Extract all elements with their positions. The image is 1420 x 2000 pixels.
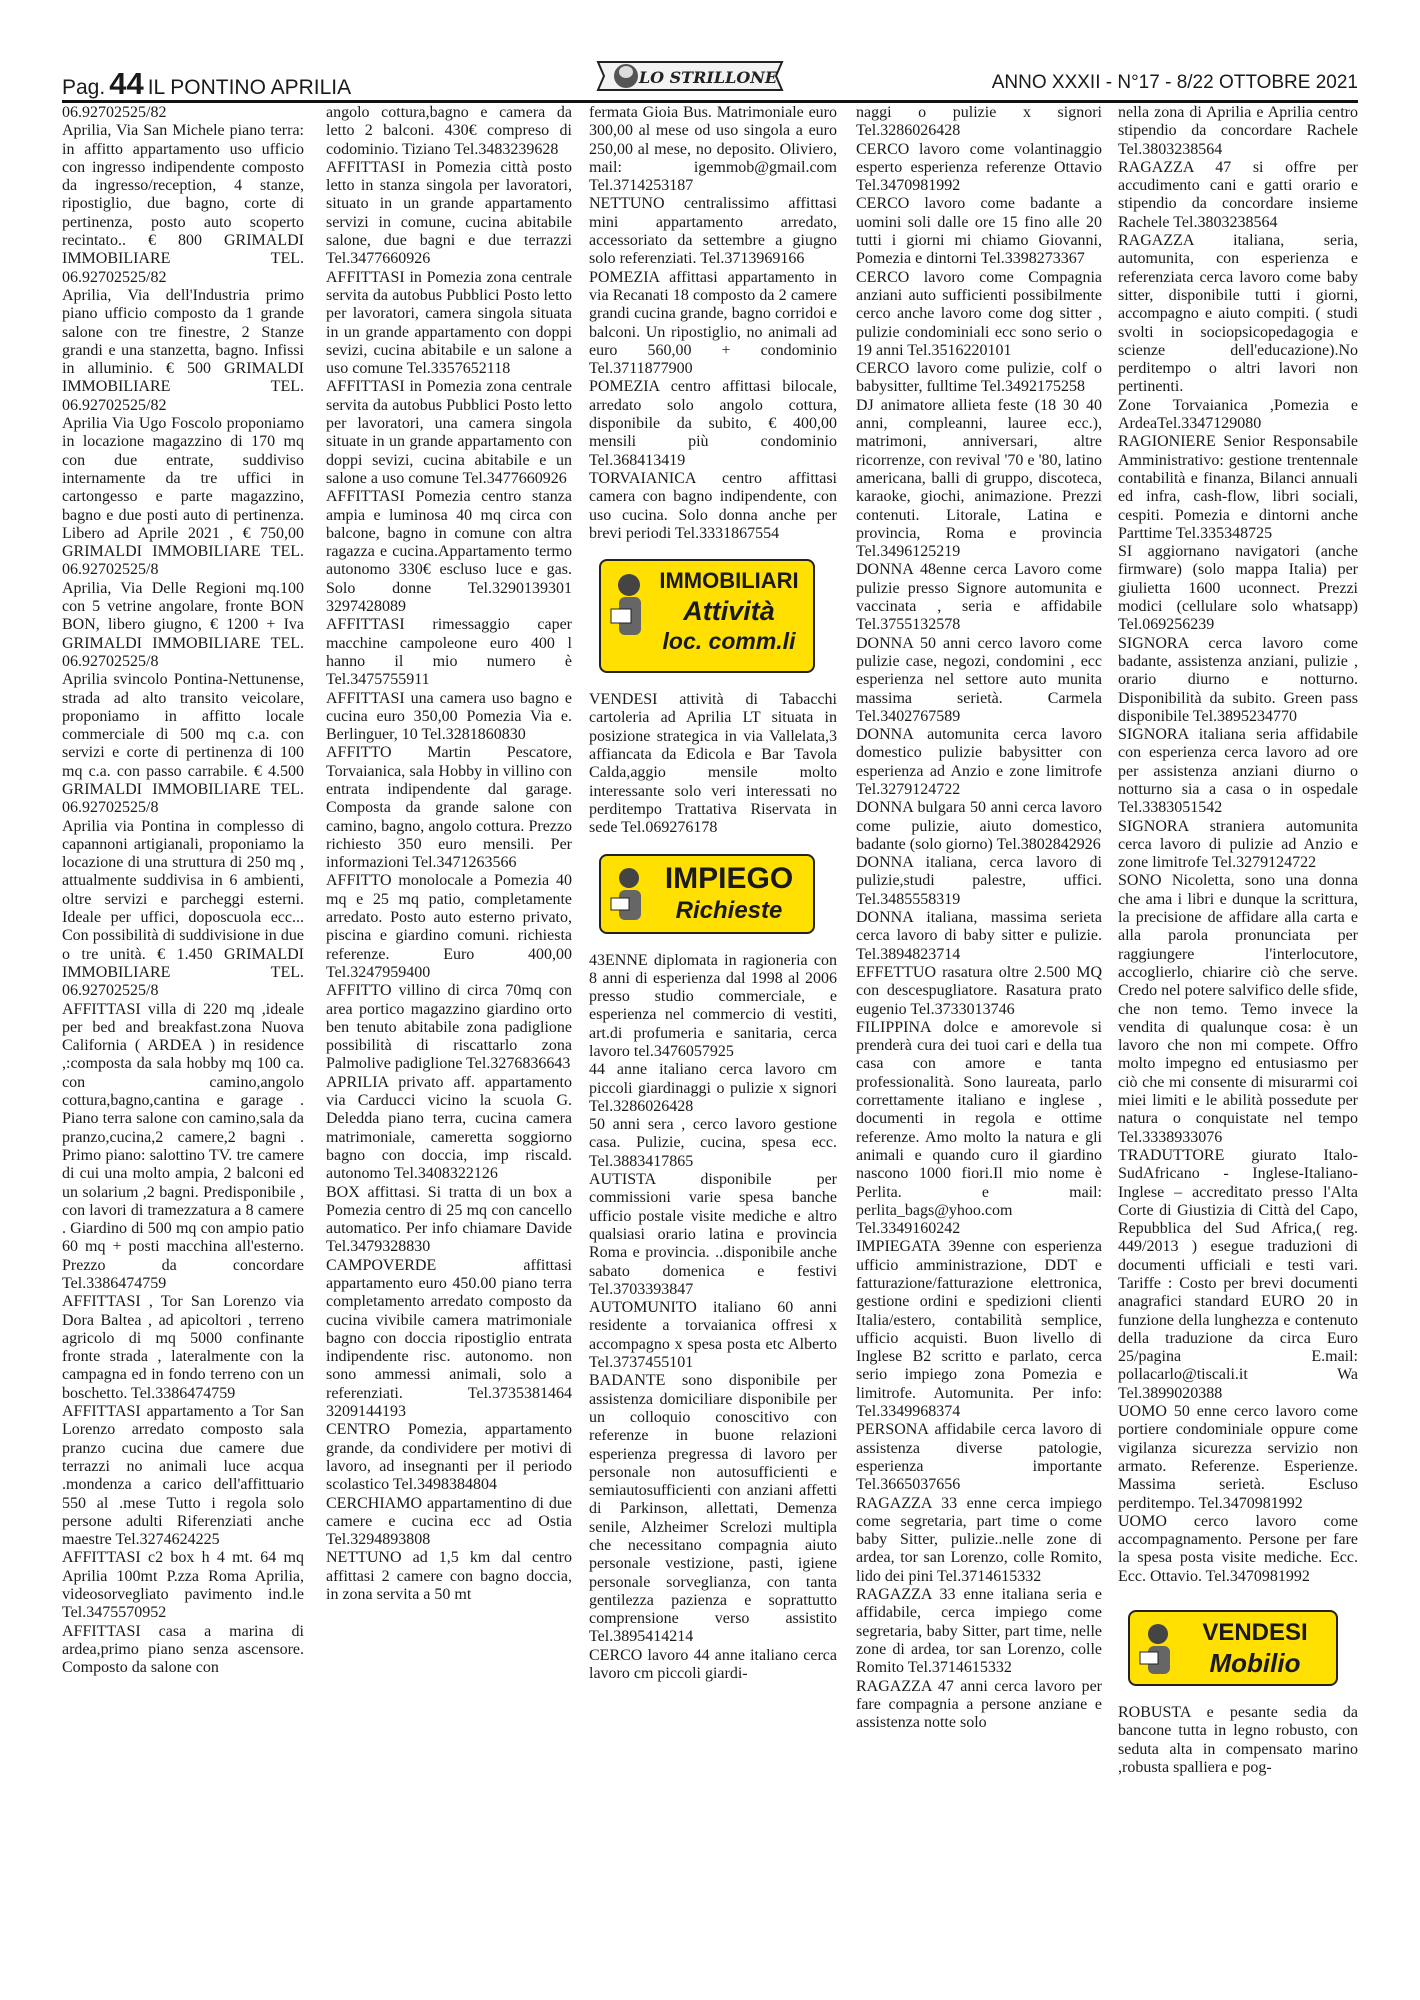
classified-ad: CAMPOVERDE affittasi appartamento euro 450.00 piano terra completamento arredato composto da cucina vivibile camera matrimoniale bagno con doccia ripostiglio entrata indipendente risc. autonomo. non sono ammessi animali, solo a referenziati. Tel.3735381464 3209144193 — [326, 1256, 572, 1421]
classified-ad: UOMO cerco lavoro come accompagnamento. Persone per fare la spesa posta visite mediche. Ecc. Ecc. Ottavio. Tel.3470981992 — [1118, 1512, 1358, 1585]
column-2 — [326, 104, 572, 1974]
classified-ad: RAGAZZA italiana, seria, automunita, con esperienza e referenziata cerca lavoro come baby sitter, disponibile tutti i giorni, accompagno e aiuto compiti. ( studi svolti in sociopsicopedagogia e scienze dell'educazione).No perditempo o altri lavori non pertinenti. — [1118, 232, 1358, 396]
badge-subtitle: Mobilio — [1209, 1648, 1301, 1679]
column-1 — [62, 104, 304, 1974]
column-5-jobs — [1118, 104, 1358, 1586]
classified-ad: Aprilia, Via Delle Regioni mq.100 con 5 vetrine angolare, fronte BON BON, libero giugno, € 1200 + Iva GRIMALDI IMMOBILIARE TEL. 06.92702525/8 — [62, 579, 304, 670]
classified-ad: naggi o pulizie x signori Tel.3286026428 — [856, 104, 1102, 140]
classified-ad: RAGAZZA 33 enne cerca impiego come segretaria, part time o come baby Sitter, pulizie..nelle zone di ardea, tor san Lorenzo, colle Romito, lido dei pini Tel.3714615332 — [856, 1494, 1102, 1585]
classified-ad: RAGAZZA 47 anni cerca lavoro per fare compagnia a persone anziane e assistenza notte solo — [856, 1677, 1102, 1732]
classified-ad: FILIPPINA dolce e amorevole si prenderà cura dei tuoi cari e della tua casa con amore e tanta professionalità. Sono laureata, parlo correttamente italiano e inglese , documenti in regola e ottime referenze. Amo molto la natura e gli animali e quando curo il giardino nascono 1000 fiori.Il mio nome è Perlita. e mail: perlita_bags@yhoo.com Tel.3349160242 — [856, 1018, 1102, 1238]
mascot-icon — [1136, 1620, 1184, 1680]
column-3-jobs — [589, 952, 837, 1684]
classified-ad: 50 anni sera , cerco lavoro gestione casa. Pulizie, cucina, spesa ecc. Tel.3883417865 — [589, 1116, 837, 1170]
classified-ad: CERCO lavoro 44 anne italiano cerca lavoro cm piccoli giardi- — [589, 1646, 837, 1683]
classified-ad: BADANTE sono disponibile per assistenza domiciliare disponibile per un colloquio conoscitivo con referenze in buone relazioni esperienza pregressa di lavoro per personale non autosufficienti e semiautosufficienti con anziani affetti di Parkinson, allettati, Demenza senile, Alzheimer Screlozi multipla che necessitano compagnia aiuto personale vestizione, pasti, igiene personale sorveglianza, con tanta gentilezza pazienza e soprattutto comprensione verso assistito Tel.3895414214 — [589, 1372, 837, 1646]
badge-title: VENDESI — [1202, 1619, 1308, 1647]
classified-ad: fermata Gioia Bus. Matrimoniale euro 300,00 al mese od uso singola a euro 250,00 al mese, no deposito. Oliviero, mail: igemmob@gmail.com Tel.3714253187 — [589, 104, 837, 195]
column-5-furniture — [1118, 1704, 1358, 1777]
classified-ad: ROBUSTA e pesante sedia da bancone tutta in legno robusto, con seduta alta in compensato marino ,robusta spalliera e pog- — [1118, 1704, 1358, 1776]
classified-ad: NETTUNO centralissimo affittasi mini appartamento arredato, accessoriato da settembre a giugno solo referenziati. Tel.3713969166 — [589, 195, 837, 268]
classified-ad: CERCO lavoro come Compagnia anziani auto sufficienti possibilmente cerco anche lavoro come dog sitter , pulizie condominiali ecc sono serio o 19 anni Tel.3516220101 — [856, 268, 1102, 359]
classified-ad: POMEZIA centro affittasi bilocale, arredato solo angolo cottura, disponibile da subito, € 400,00 mensili più condominio Tel.368413419 — [589, 378, 837, 469]
classified-ad: BOX affittasi. Si tratta di un box a Pomezia centro di 25 mq con cancello automatico. Per info chiamare Davide Tel.3479328830 — [326, 1183, 572, 1256]
page-label: Pag. — [62, 76, 106, 99]
classified-ad: DONNA 48enne cerca Lavoro come pulizie presso Signore automunita e vaccinata , seria e affidabile Tel.3755132578 — [856, 561, 1102, 634]
classified-ad: CERCO lavoro come pulizie, colf o babysitter, fulltime Tel.3492175258 — [856, 360, 1102, 396]
header-left — [62, 66, 351, 102]
header-rule — [62, 100, 1358, 103]
page-header — [62, 62, 1358, 101]
classified-ad: AFFITTASI in Pomezia città posto letto in stanza singola per lavoratori, situato in un grande appartamento servizi in comune, cucina abitabile salone, due bagni e due terrazzi Tel.3477660926 — [326, 158, 572, 268]
publication-name: IL PONTINO APRILIA — [147, 76, 352, 99]
classified-ad: PERSONA affidabile cerca lavoro di assistenza diverse patologie, esperienza importante Tel.3665037656 — [856, 1421, 1102, 1494]
classified-ad: Aprilia Via Ugo Foscolo proponiamo in locazione magazzino di 170 mq con due entrate, suddiviso internamente da tre uffici in cartongesso e parte magazzino, bagno e due posti auto di pertinenza. Libero ad Aprile 2021 , € 750,00 GRIMALDI IMMOBILIARE TEL. 06.92702525/8 — [62, 415, 304, 579]
immobiliari-section-badge — [599, 559, 815, 673]
classified-ad: UOMO 50 enne cerco lavoro come portiere condominiale oppure come vigilanza sicurezza servizio non armato. Referenze. Esperienze. Massima serietà. Escluso perditempo. Tel.3470981992 — [1118, 1403, 1358, 1512]
classified-ad: AFFITTASI una camera uso bagno e cucina euro 350,00 Pomezia Via e. Berlinguer, 10 Tel.3281860830 — [326, 689, 572, 744]
classified-ad: IMPIEGATA 39enne con esperienza ufficio amministrazione, DDT e fatturazione/fatturazione elettronica, gestione ordini e spedizioni clienti Italia/estero, contabilità semplice, ufficio acquisti. Buon livello di Inglese B2 scritto e parlato, cerca serio impiego zona Pomezia e limitrofe. Automunita. Per info: Tel.3349968374 — [856, 1238, 1102, 1421]
classified-ad: CERCHIAMO appartamentino di due camere e cucina ecc ad Ostia Tel.3294893808 — [326, 1494, 572, 1549]
vendesi-section-badge — [1128, 1610, 1338, 1686]
classified-ad: DJ animatore allieta feste (18 30 40 anni, compleanni, lauree ecc.), matrimoni, anniversari, altre ricorrenze, con revival '70 e '80, latino americana, balli di gruppo, discoteca, karaoke, giochi, animazione. Prezzi contenuti. Litorale, Latina e provincia, Roma e provincia Tel.3496125219 — [856, 396, 1102, 561]
classified-ad: AFFITTASI , Tor San Lorenzo via Dora Baltea , ad apicoltori , terreno agricolo di mq 5000 confinante fronte strada , lateralmente con la campagna ed in fondo terreno con un boschetto. Tel.3386474759 — [62, 1293, 304, 1402]
column-4 — [856, 104, 1102, 1974]
classified-ad: AFFITTASI Pomezia centro stanza ampia e luminosa 40 mq circa con balcone, bagno in comune con altra ragazza e cucina.Appartamento termo autonomo 330€ escluso luce e gas. Solo donne Tel.3290139301 3297428089 — [326, 488, 572, 616]
page-number: 44 — [109, 66, 144, 101]
classified-ad: AFFITTASI c2 box h 4 mt. 64 mq Aprilia 100mt P.zza Roma Aprilia, videosorvegliato pavimento ind.le Tel.3475570952 — [62, 1549, 304, 1622]
classified-ad: SIGNORA straniera automunita cerca lavoro di pulizie ad Anzio e zone limitrofe Tel.3279124722 — [1118, 817, 1358, 872]
badge-subtitle: Attività — [683, 596, 775, 627]
classified-ad: Aprilia, Via San Michele piano terra: in affitto appartamento uso ufficio con ingresso indipendente composto da ingresso/reception, 4 stanze, ripostiglio, due bagno, corte di pertinenza, posto auto scoperto recintato.. € 800 GRIMALDI IMMOBILIARE TEL. 06.92702525/82 — [62, 122, 304, 286]
impiego-section-badge — [599, 854, 815, 934]
classified-ad: AFFITTO villino di circa 70mq con area portico magazzino giardino orto ben tenuto abitabile zona padiglione possibilità di riscattarlo zona Palmolive padiglione Tel.3276836643 — [326, 982, 572, 1073]
classified-ad: DONNA automunita cerca lavoro domestico pulizie babysitter con esperienza ad Anzio e zone limitrofe Tel.3279124722 — [856, 726, 1102, 798]
badge-title: IMPIEGO — [664, 861, 794, 895]
classified-ad: VENDESI attività di Tabacchi cartoleria ad Aprilia LT situata in posizione strategica in via Vallelata,3 affiancata da Edicola e Bar Tavola Calda,aggio mensile molto interessante solo veri interessati no perditempo Trattativa Riservata in sede Tel.069276178 — [589, 691, 837, 837]
classified-ad: Aprilia, Via dell'Industria primo piano ufficio composto da 1 grande salone con tre finestre, 2 Stanze grandi e una stanzetta, bagno. Infissi in alluminio. € 500 GRIMALDI IMMOBILIARE TEL. 06.92702525/82 — [62, 286, 304, 414]
classified-ad: AFFITTO Martin Pescatore, Torvaianica, sala Hobby in villino con entrata indipendente dal garage. Composta da grande salone con camino, bagno, angolo cottura. Prezzo richiesto 350 euro mensili. Per informazioni Tel.3471263566 — [326, 744, 572, 872]
classified-ad: AFFITTASI villa di 220 mq ,ideale per bed and breakfast.zona Nuova California ( ARDEA ) in residence ,:composta da sala hobby mq 100 ca. con camino,angolo cottura,bagno,cantina e garage . Piano terra salone con camino,sala da pranzo,cucina,2 camere,2 bagni . Primo piano: salottino TV. tre camere di cui una molto ampia, 2 balconi ed un solarium ,2 bagni. Predisponibile , con lavori di tramezzatura a 8 camere . Giardino di 500 mq con ampio patio 60 mq + posti macchina all'esterno. Prezzo da concordare Tel.3386474759 — [62, 1000, 304, 1292]
classified-ad: DONNA italiana, massima serieta cerca lavoro di baby sitter e pulizie. Tel.3894823714 — [856, 909, 1102, 963]
classified-ad: RAGAZZA 33 enne italiana seria e affidabile, cerca impiego come segretaria, baby Sitter, part time, nelle zone di ardea, tor san Lorenzo, colle Romito Tel.3714615332 — [856, 1586, 1102, 1677]
column-5 — [1118, 104, 1358, 1974]
classified-ad: Aprilia via Pontina in complesso di capannoni artigianali, proponiamo la locazione di una struttura di 250 mq , attualmente suddivisa in 6 ambienti, oltre servizi e parcheggi esterni. Ideale per uffici, doposcuola ecc... Con possibilità di suddivisione in due o tre unità. € 1.450 GRIMALDI IMMOBILIARE TEL. 06.92702525/8 — [62, 817, 304, 1000]
classified-ad: CERCO lavoro come volantinaggio esperto esperienza referenze Ottavio Tel.3470981992 — [856, 140, 1102, 195]
classified-ad: AUTOMUNITO italiano 60 anni residente a torvaianica offresi x accompagno x spesa posta etc Alberto Tel.3737455101 — [589, 1299, 837, 1372]
classified-ad: AUTISTA disponibile per commissioni varie spesa banche ufficio postale visite mediche e altro qualsiasi orario latina e provincia Roma e provincia. ..disponibile anche sabato domenica e festivi Tel.3703393847 — [589, 1171, 837, 1298]
classified-ad: SI aggiornano navigatori (anche firmware) (solo mappa Italia) per giulietta 1600 uconnect. Prezzi modici (cellulare solo whatsapp) Tel.069256239 — [1118, 543, 1358, 634]
classified-ad: AFFITTASI in Pomezia zona centrale servita da autobus Pubblici Posto letto per lavoratori, una camera singola situate in un grande appartamento con doppi sevizi, cucina abitabile e un salone a uso comune Tel.3477660926 — [326, 378, 572, 487]
classified-ad: angolo cottura,bagno e camera da letto 2 balconi. 430€ compreso di codominio. Tiziano Tel.3483239628 — [326, 104, 572, 158]
classified-ad: NETTUNO ad 1,5 km dal centro affittasi 2 camere con bagno doccia, in zona servita a 50 mt — [326, 1549, 572, 1604]
classified-ad: DONNA bulgara 50 anni cerca lavoro come pulizie, aiuto domestico, badante (solo giorno) Tel.3802842926 — [856, 799, 1102, 853]
classified-ad: 43ENNE diplomata in ragioneria con 8 anni di esperienza dal 1998 al 2006 presso studio commerciale, e esperienza nel commercio di vestiti, art.di profumeria e sanitaria, cerca lavoro tel.3476057925 — [589, 951, 837, 1060]
badge-title: IMMOBILIARI — [659, 568, 799, 594]
lo-strillone-logo — [590, 58, 790, 94]
classified-ad: CERCO lavoro come badante a uomini soli dalle ore 15 fino alle 20 tutti i giorni mi chiamo Giovanni, Pomezia e dintorni Tel.3398273367 — [856, 195, 1102, 268]
classified-ad: APRILIA privato aff. appartamento via Carducci vicino la scuola G. Deledda piano terra, cucina camera matrimoniale, cameretta soggiorno bagno con doccia, imp riscald. autonomo Tel.3408322126 — [326, 1073, 572, 1183]
classified-ad: AFFITTASI in Pomezia zona centrale servita da autobus Pubblici Posto letto per lavoratori, camera singola situata in un grande appartamento con doppi sevizi, cucina abitabile e un salone a uso comune Tel.3357652118 — [326, 268, 572, 378]
classified-ad: DONNA italiana, cerca lavoro di pulizie,studi palestre, uffici. Tel.3485558319 — [856, 854, 1102, 908]
classified-ad: TORVAIANICA centro affittasi camera con bagno indipendente, con uso cucina. Solo donna anche per brevi periodi Tel.3331867554 — [589, 469, 837, 542]
mascot-icon — [607, 569, 655, 657]
classified-ad: AFFITTO monolocale a Pomezia 40 mq e 25 mq patio, completamente arredato. Posto auto esterno privato, piscina e giardino comuni. richiesta referenze. Euro 400,00 Tel.3247959400 — [326, 872, 572, 981]
classified-ad: nella zona di Aprilia e Aprilia centro stipendio da concordare Rachele Tel.3803238564 — [1118, 104, 1358, 158]
classified-ad: 06.92702525/82 — [62, 104, 167, 121]
column-3-business — [589, 691, 837, 837]
column-3 — [589, 104, 837, 1974]
classified-ad: CENTRO Pomezia, appartamento grande, da condividere per motivi di lavoro, ad insegnanti per il periodo scolastico Tel.3498384804 — [326, 1421, 572, 1494]
logo-text: LO STRILLONE — [638, 68, 778, 87]
classified-ad: EFFETTUO rasatura oltre 2.500 MQ con descespugliatore. Rasatura prato eugenio Tel.3733013746 — [856, 963, 1102, 1018]
issue-info: ANNO XXXII - N°17 - 8/22 OTTOBRE 2021 — [991, 72, 1358, 93]
column-3-rentals — [589, 104, 837, 543]
classified-ad: Aprilia svincolo Pontina-Nettunense, strada ad alto transito veicolare, proponiamo in affitto locale commerciale di 500 mq c.a. con servizi e corte di pertinenza di 100 mq c.a. con passo carrabile. € 4.500 GRIMALDI IMMOBILIARE TEL. 06.92702525/8 — [62, 671, 304, 817]
classified-ad: Zone Torvaianica ,Pomezia e ArdeaTel.3347129080 — [1118, 396, 1358, 433]
classified-ad: POMEZIA affittasi appartamento in via Recanati 18 composto da 2 camere grandi cucina grande, bagno corridoi e balconi. Un ripostiglio, no animali ad euro 560,00 + condominio Tel.3711877900 — [589, 268, 837, 378]
classified-ad: RAGAZZA 47 si offre per accudimento cani e gatti orario e stipendio da concordare insieme Rachele Tel.3803238564 — [1118, 158, 1358, 231]
classified-ad: AFFITTASI casa a marina di ardea,primo piano senza ascensore. Composto da salone con — [62, 1622, 304, 1677]
badge-subtitle: Richieste — [675, 896, 783, 924]
classified-ad: DONNA 50 anni cerco lavoro come pulizie case, negozi, condomini , ecc esperienza nel settore auto munita massima serietà. Carmela Tel.3402767589 — [856, 634, 1102, 725]
classified-ad: SIGNORA italiana seria affidabile con esperienza cerca lavoro ad ore per assistenza anziani diurno o notturno sia a casa o in ospedale Tel.3383051542 — [1118, 726, 1358, 817]
classified-ad: SONO Nicoletta, sono una donna che ama i libri e dunque la scrittura, la precisione de affidare alla carta e alla parola pronunciata per raggiungere l'interlocutore, accoglierlo, chiarire ciò che serve. Credo nel potere salvifico delle sfide, che non temo. Temo invece la vendita di qualunque cosa: è un lavoro che non mi compete. Offro molto impegno ed entusiasmo per ciò che mi consente di misurarmi coi miei limiti e le abilità possedute per natura o conquistate nel tempo Tel.3338933076 — [1118, 872, 1358, 1146]
mascot-icon — [607, 864, 655, 928]
classified-ad: SIGNORA cerca lavoro come badante, assistenza anziani, pulizie , orario diurno e notturno. Disponibilità da subito. Green pass disponibile Tel.3895234770 — [1118, 634, 1358, 725]
classified-ad: AFFITTASI rimessaggio caper macchine campoleone euro 400 l hanno il mio numero è Tel.3475755911 — [326, 616, 572, 689]
classified-ad: 44 anne italiano cerca lavoro cm piccoli giardinaggi o pulizie x signori Tel.3286026428 — [589, 1061, 837, 1115]
classified-ad: TRADUTTORE giurato Italo-SudAfricano - Inglese-Italiano-Inglese – accreditato presso l'Alta Corte di Giustizia di Città del Capo, Repubblica del Sud Africa,( reg. 449/2013 ) esegue traduzioni di documenti ufficiali e testi vari. Tariffe : Costo per brevi documenti anagrafici standard EURO 20 in funzione della lunghezza e contenuto della traduzione da circa Euro 25/pagina E.mail: pollacarlo@tiscali.it Wa Tel.3899020388 — [1118, 1146, 1358, 1402]
classified-ad: AFFITTASI appartamento a Tor San Lorenzo arredato composto sala pranzo cucina due camere due terrazzi no animali luce acqua .mondenza a carico dell'affittuario 550 al .mese Tutto i regola solo persone adulti Riferenziati anche maestre Tel.3274624225 — [62, 1403, 304, 1549]
classified-ad: RAGIONIERE Senior Responsabile Amministrativo: gestione trentennale contabilità e finanza, Bilanci annuali ed infra, cash-flow, libri sociali, cespiti. Pomezia e dintorni anche Parttime Tel.335348725 — [1118, 433, 1358, 542]
badge-subtitle-2: loc. comm.li — [662, 628, 796, 655]
